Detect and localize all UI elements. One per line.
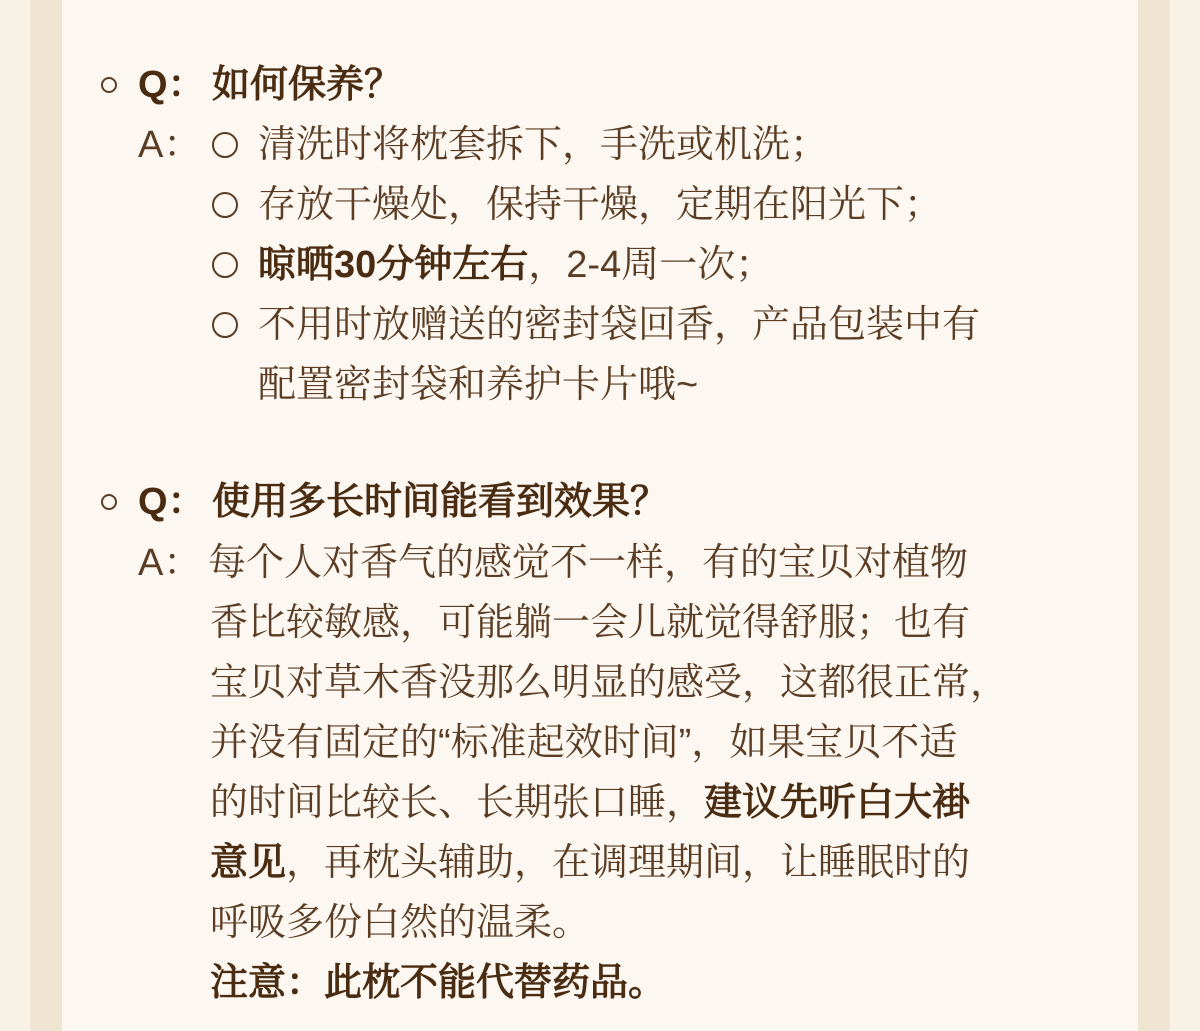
question-circle-bullet-icon	[101, 77, 117, 93]
answer-item-text	[258, 235, 773, 295]
answer-item-text: 不用时放赠送的密封袋回香，产品包装中有	[258, 304, 981, 346]
answer-item	[0, 295, 1200, 355]
answer-note-line	[0, 953, 1200, 1013]
question-circle-bullet-icon	[101, 494, 117, 510]
question-text: 使用多长时间能看到效果？	[212, 481, 669, 523]
answer-circle-bullet-icon	[212, 132, 238, 158]
answer-line	[0, 893, 1200, 953]
answer-line-text: 并没有固定的“标准起效时间”，如果宝贝不适	[210, 722, 958, 764]
answer-label: A：	[138, 124, 202, 166]
answer-line	[0, 653, 1200, 713]
answer-item-bold-text: 晾晒30分钟左右	[258, 244, 529, 286]
answer-line-bold-text: 建议先听白大褂	[704, 782, 971, 824]
answer-note-text: 注意：此枕不能代替药品。	[210, 962, 667, 1004]
answer-line-text: 每个人对香气的感觉不一样，有的宝贝对植物	[208, 542, 969, 584]
answer-line-plain-text: 的时间比较长、长期张口睡，	[210, 782, 705, 824]
answer-circle-bullet-icon	[212, 312, 238, 338]
answer-label: A：	[138, 542, 202, 584]
faq-question-care	[0, 55, 1200, 115]
answer-circle-bullet-icon	[212, 192, 238, 218]
answer-line-text	[210, 773, 970, 833]
answer-line	[0, 593, 1200, 653]
answer-line-text: 呼吸多份白然的温柔。	[210, 902, 591, 944]
answer-line-bold-text: 意见	[210, 842, 287, 884]
answer-line	[0, 533, 1200, 593]
answer-line	[0, 713, 1200, 773]
answer-item-rest-text: ，2-4周一次；	[528, 244, 774, 286]
answer-line-plain-text: ，再枕头辅助，在调理期间，让睡眠时的	[286, 842, 971, 884]
answer-line-text: 宝贝对草木香没那么明显的感受，这都很正常，	[210, 662, 1009, 704]
answer-item-text: 存放干燥处，保持干燥，定期在阳光下；	[258, 184, 943, 226]
answer-item-text: 清洗时将枕套拆下，手洗或机洗；	[258, 124, 829, 166]
question-label: Q：	[138, 481, 206, 523]
answer-item	[0, 235, 1200, 295]
question-label: Q：	[138, 64, 206, 106]
answer-item-continuation	[0, 355, 1200, 415]
answer-item	[0, 115, 1200, 175]
answer-item	[0, 175, 1200, 235]
question-text: 如何保养？	[212, 64, 403, 106]
answer-line-text	[210, 833, 970, 893]
answer-item-continuation-text: 配置密封袋和养护卡片哦~	[258, 364, 699, 406]
answer-line-text: 香比较敏感，可能躺一会儿就觉得舒服；也有	[210, 602, 971, 644]
answer-circle-bullet-icon	[212, 252, 238, 278]
answer-line	[0, 833, 1200, 893]
answer-line	[0, 773, 1200, 833]
faq-question-effect-time	[0, 472, 1200, 532]
